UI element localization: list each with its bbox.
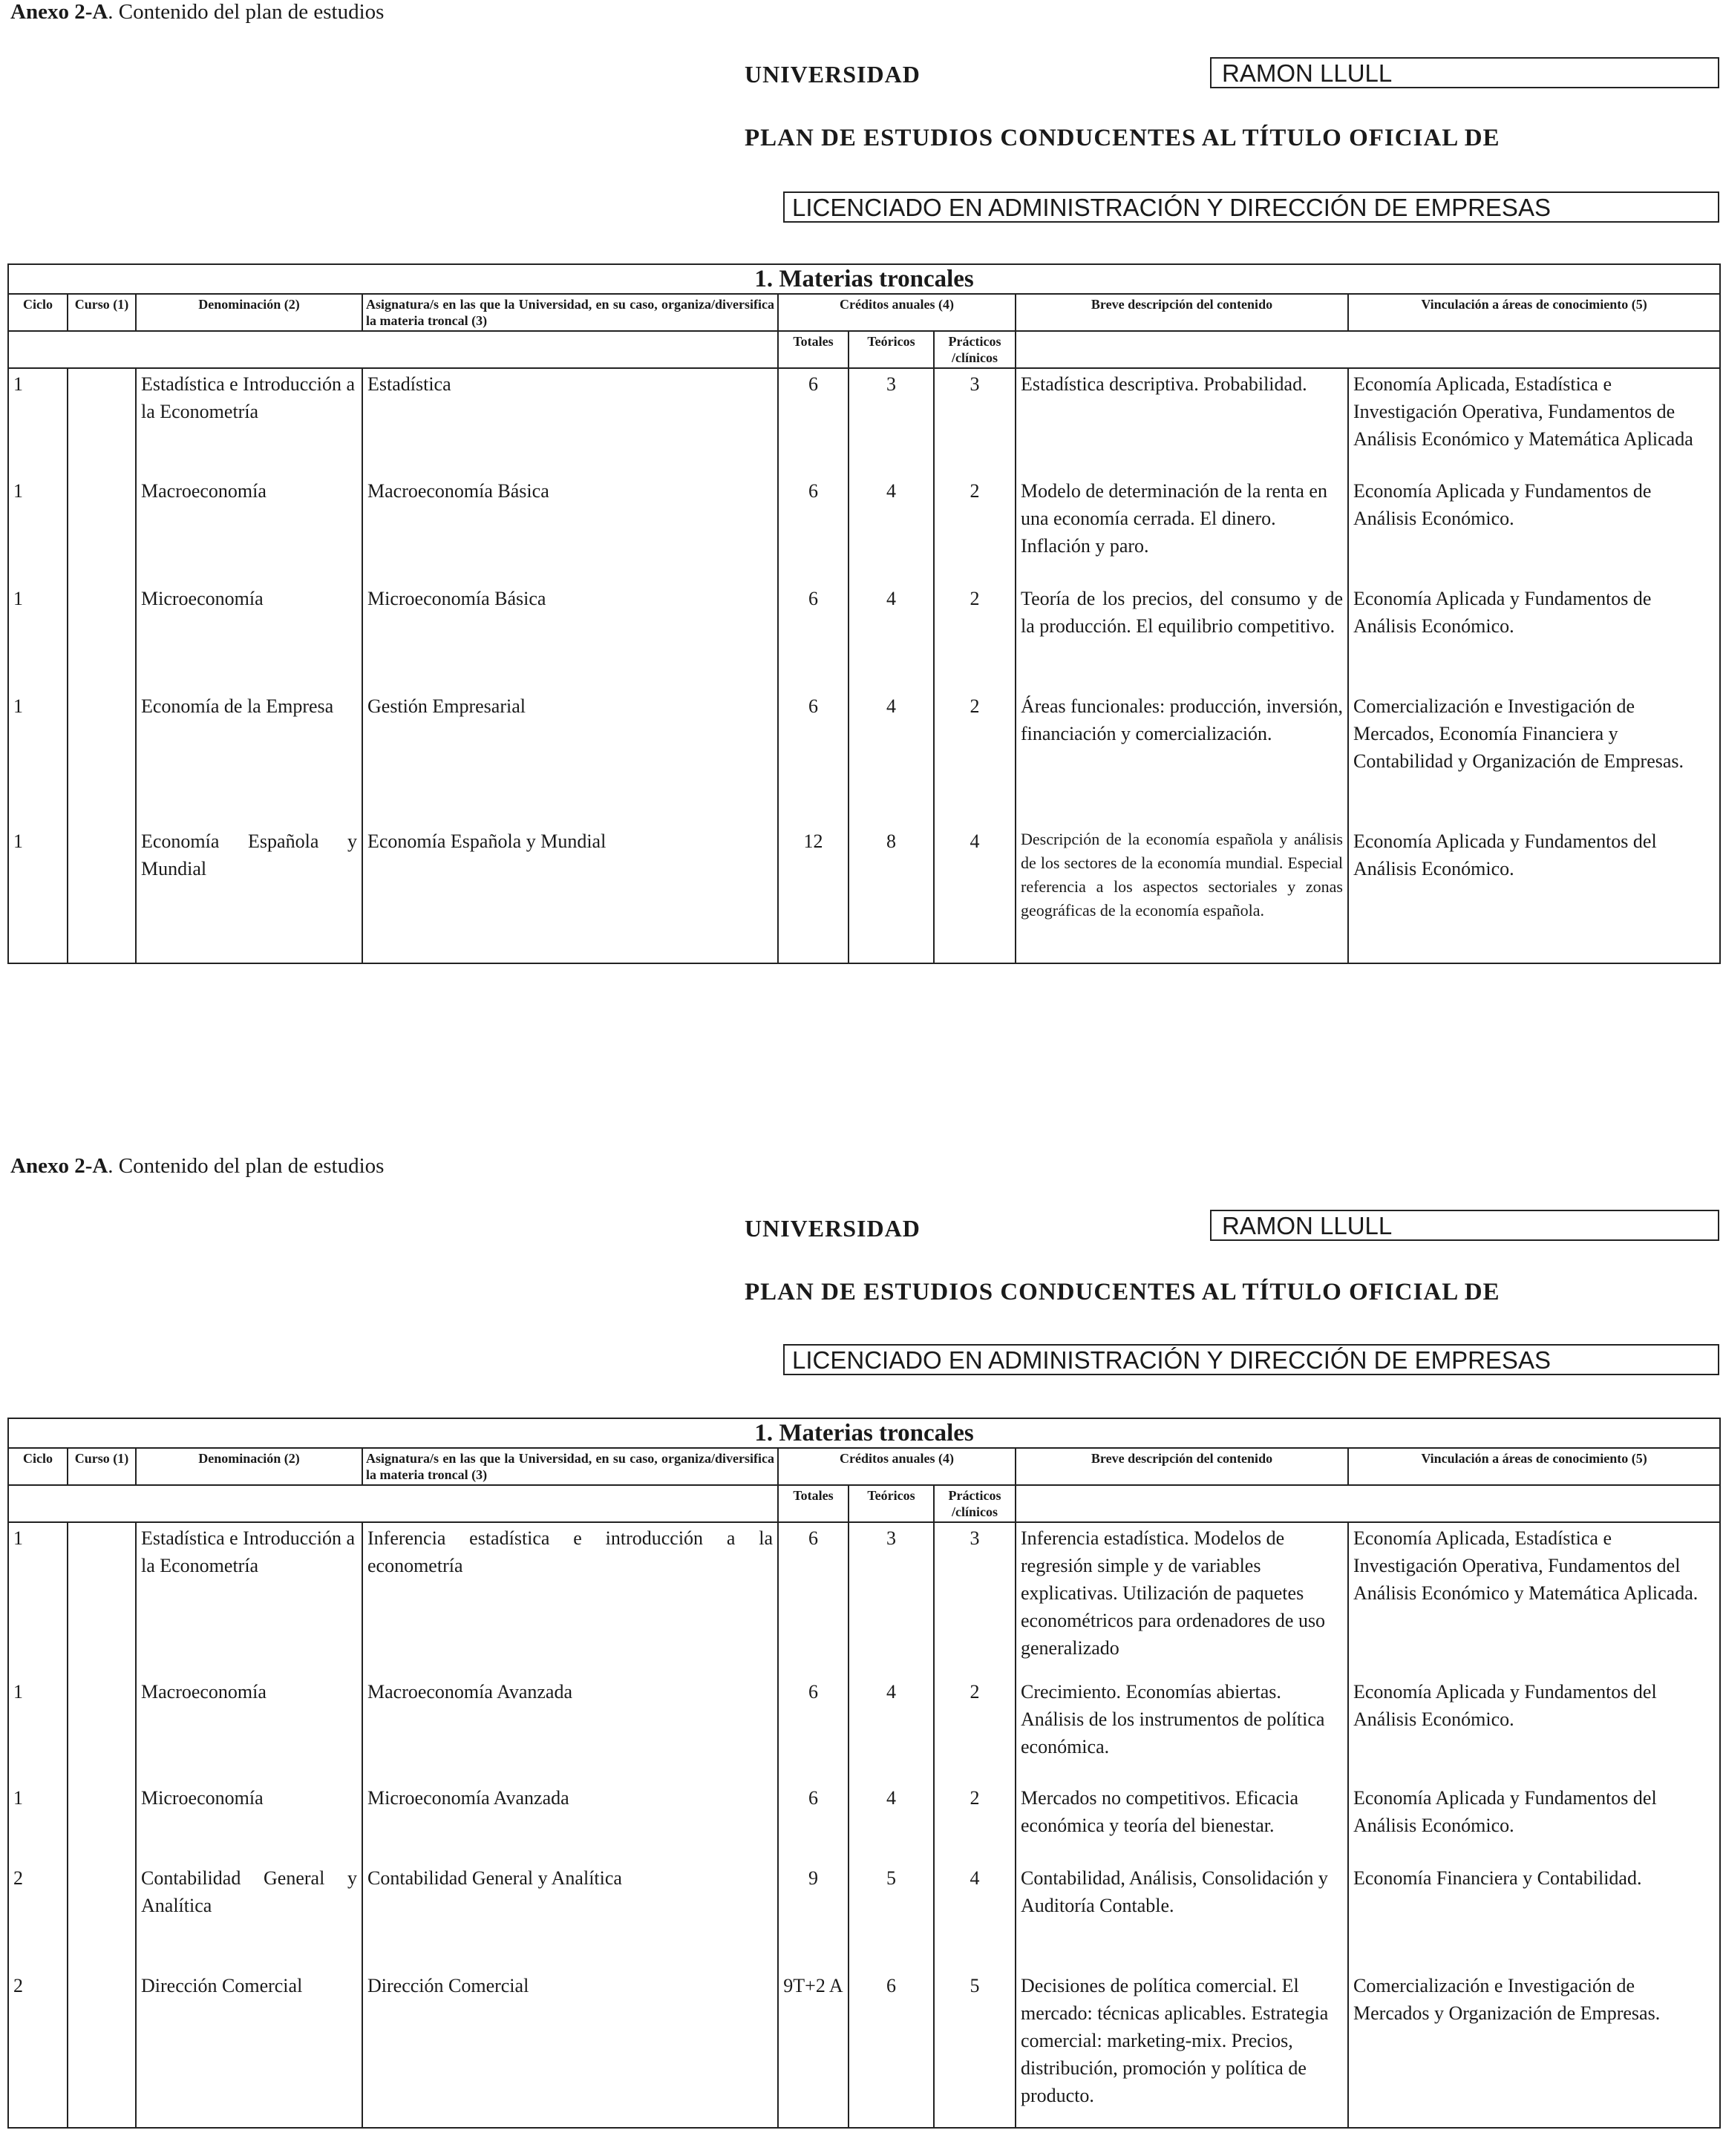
materias-table [7, 263, 1721, 964]
cell-denominacion: Macroeconomía [136, 1677, 362, 1783]
cell-denominacion: Estadística e Introducción a la Econometría [136, 368, 362, 476]
cell-descripcion: Inferencia estadística. Modelos de regresión simple y de variables explicativas. Utilización de paquetes econométricos para ordenadores de uso generalizado [1016, 1522, 1348, 1677]
cell-totales: 6 [778, 583, 849, 691]
cell-practicos: 3 [934, 368, 1016, 476]
cell-curso [68, 1677, 136, 1783]
cell-vinculacion: Comercialización e Investigación de Mercados, Economía Financiera y Contabilidad y Organización de Empresas. [1348, 691, 1720, 826]
cell-descripcion: Áreas funcionales: producción, inversión, financiación y comercialización. [1016, 691, 1348, 826]
cell-asignatura: Macroeconomía Avanzada [362, 1677, 778, 1783]
table-row [8, 826, 1720, 963]
cell-teoricos: 4 [849, 476, 934, 583]
cell-ciclo: 1 [8, 368, 68, 476]
cell-vinculacion: Economía Financiera y Contabilidad. [1348, 1863, 1720, 1970]
header-ciclo: Ciclo [8, 294, 68, 331]
cell-descripcion: Teoría de los precios, del consumo y de la producción. El equilibrio competitivo. [1016, 583, 1348, 691]
table-row [8, 1783, 1720, 1863]
cell-ciclo: 1 [8, 583, 68, 691]
cell-totales: 6 [778, 1783, 849, 1863]
cell-denominacion: Economía de la Empresa [136, 691, 362, 826]
cell-teoricos: 4 [849, 1677, 934, 1783]
header-vinculacion: Vinculación a áreas de conocimiento (5) [1348, 1448, 1720, 1485]
cell-totales: 6 [778, 1677, 849, 1783]
cell-vinculacion: Economía Aplicada, Estadística e Investigación Operativa, Fundamentos del Análisis Económico y Matemática Aplicada. [1348, 1522, 1720, 1677]
header-denominacion: Denominación (2) [136, 1448, 362, 1485]
cell-totales: 6 [778, 476, 849, 583]
cell-totales: 9 [778, 1863, 849, 1970]
cell-denominacion: Macroeconomía [136, 476, 362, 583]
cell-totales: 9T+2 A [778, 1970, 849, 2128]
header-asignatura: Asignatura/s en las que la Universidad, en su caso, organiza/diversifica la materia troncal (3) [362, 294, 778, 331]
cell-asignatura: Contabilidad General y Analítica [362, 1863, 778, 1970]
cell-vinculacion: Economía Aplicada, Estadística e Investigación Operativa, Fundamentos de Análisis Económico y Matemática Aplicada [1348, 368, 1720, 476]
cell-vinculacion: Economía Aplicada y Fundamentos del Análisis Económico. [1348, 826, 1720, 963]
cell-totales: 6 [778, 691, 849, 826]
table-row [8, 368, 1720, 476]
cell-descripcion: Descripción de la economía española y análisis de los sectores de la economía mundial. Especial referencia a los aspectos sectoriales y zonas geográficas de la economía española. [1021, 830, 1343, 920]
cell-curso [68, 1783, 136, 1863]
header-teoricos: Teóricos [849, 1485, 934, 1522]
cell-ciclo: 1 [8, 1677, 68, 1783]
cell-denominacion: Microeconomía [136, 1783, 362, 1863]
cell-teoricos: 8 [849, 826, 934, 963]
cell-practicos: 2 [934, 1783, 1016, 1863]
cell-practicos: 3 [934, 1522, 1016, 1677]
cell-denominacion: Dirección Comercial [136, 1970, 362, 2128]
cell-asignatura: Macroeconomía Básica [362, 476, 778, 583]
cell-descripcion: Crecimiento. Economías abiertas. Análisis de los instrumentos de política económica. [1016, 1677, 1348, 1783]
cell-teoricos: 4 [849, 1783, 934, 1863]
university-label: UNIVERSIDAD [745, 1215, 921, 1242]
cell-vinculacion: Economía Aplicada y Fundamentos de Análisis Económico. [1348, 583, 1720, 691]
university-label: UNIVERSIDAD [745, 61, 921, 88]
cell-teoricos: 3 [849, 368, 934, 476]
cell-ciclo: 1 [8, 691, 68, 826]
header-teoricos: Teóricos [849, 331, 934, 368]
university-name-box: RAMON LLULL [1210, 1210, 1719, 1241]
table-row [8, 1970, 1720, 2128]
cell-ciclo: 1 [8, 1783, 68, 1863]
cell-asignatura: Dirección Comercial [362, 1970, 778, 2128]
cell-ciclo: 2 [8, 1863, 68, 1970]
cell-practicos: 2 [934, 583, 1016, 691]
header-descripcion: Breve descripción del contenido [1016, 294, 1348, 331]
header-creditos: Créditos anuales (4) [778, 1448, 1016, 1485]
cell-practicos: 2 [934, 691, 1016, 826]
section-title: 1. Materias troncales [8, 264, 1720, 294]
plan-title: PLAN DE ESTUDIOS CONDUCENTES AL TÍTULO OFICIAL DE [745, 125, 1500, 151]
header-vinculacion: Vinculación a áreas de conocimiento (5) [1348, 294, 1720, 331]
cell-descripcion: Estadística descriptiva. Probabilidad. [1016, 368, 1348, 476]
cell-practicos: 5 [934, 1970, 1016, 2128]
table-row [8, 1522, 1720, 1677]
cell-curso [68, 1970, 136, 2128]
header-practicos: Prácticos /clínicos [934, 331, 1016, 368]
cell-descripcion: Contabilidad, Análisis, Consolidación y Auditoría Contable. [1016, 1863, 1348, 1970]
materias-table [7, 1418, 1721, 2129]
section-title: 1. Materias troncales [8, 1418, 1720, 1448]
cell-vinculacion: Economía Aplicada y Fundamentos de Análisis Económico. [1348, 476, 1720, 583]
cell-curso [68, 583, 136, 691]
cell-ciclo: 1 [8, 826, 68, 963]
cell-asignatura: Estadística [362, 368, 778, 476]
cell-practicos: 4 [934, 1863, 1016, 1970]
plan-title: PLAN DE ESTUDIOS CONDUCENTES AL TÍTULO OFICIAL DE [745, 1279, 1500, 1305]
cell-descripcion: Modelo de determinación de la renta en una economía cerrada. El dinero. Inflación y paro. [1016, 476, 1348, 583]
header-creditos: Créditos anuales (4) [778, 294, 1016, 331]
cell-asignatura: Gestión Empresarial [362, 691, 778, 826]
header-curso: Curso (1) [68, 294, 136, 331]
table-row [8, 691, 1720, 826]
cell-practicos: 2 [934, 1677, 1016, 1783]
cell-curso [68, 826, 136, 963]
cell-curso [68, 476, 136, 583]
cell-totales: 6 [778, 1522, 849, 1677]
header-practicos: Prácticos /clínicos [934, 1485, 1016, 1522]
cell-practicos: 4 [934, 826, 1016, 963]
cell-vinculacion: Comercialización e Investigación de Mercados y Organización de Empresas. [1348, 1970, 1720, 2128]
cell-totales: 6 [778, 368, 849, 476]
cell-denominacion: Microeconomía [136, 583, 362, 691]
cell-teoricos: 5 [849, 1863, 934, 1970]
degree-box: LICENCIADO EN ADMINISTRACIÓN Y DIRECCIÓN DE EMPRESAS [783, 191, 1719, 223]
cell-ciclo: 1 [8, 476, 68, 583]
cell-practicos: 2 [934, 476, 1016, 583]
header-curso: Curso (1) [68, 1448, 136, 1485]
university-name-box: RAMON LLULL [1210, 57, 1719, 88]
cell-curso [68, 1522, 136, 1677]
cell-asignatura: Microeconomía Básica [362, 583, 778, 691]
cell-denominacion: Economía Española y Mundial [136, 826, 362, 963]
degree-box: LICENCIADO EN ADMINISTRACIÓN Y DIRECCIÓN DE EMPRESAS [783, 1344, 1719, 1375]
table-row [8, 1677, 1720, 1783]
cell-vinculacion: Economía Aplicada y Fundamentos del Análisis Económico. [1348, 1677, 1720, 1783]
cell-curso [68, 691, 136, 826]
annex-heading: Anexo 2-A. Contenido del plan de estudios [10, 0, 385, 24]
cell-denominacion: Estadística e Introducción a la Econometría [136, 1522, 362, 1677]
header-asignatura: Asignatura/s en las que la Universidad, en su caso, organiza/diversifica la materia troncal (3) [362, 1448, 778, 1485]
cell-totales: 12 [778, 826, 849, 963]
cell-asignatura: Inferencia estadística e introducción a la econometría [362, 1522, 778, 1677]
cell-denominacion: Contabilidad General y Analítica [136, 1863, 362, 1970]
cell-curso [68, 368, 136, 476]
header-descripcion: Breve descripción del contenido [1016, 1448, 1348, 1485]
cell-curso [68, 1863, 136, 1970]
cell-teoricos: 6 [849, 1970, 934, 2128]
cell-asignatura: Microeconomía Avanzada [362, 1783, 778, 1863]
header-denominacion: Denominación (2) [136, 294, 362, 331]
cell-teoricos: 4 [849, 691, 934, 826]
table-row [8, 583, 1720, 691]
cell-vinculacion: Economía Aplicada y Fundamentos del Análisis Económico. [1348, 1783, 1720, 1863]
cell-ciclo: 1 [8, 1522, 68, 1677]
header-totales: Totales [778, 1485, 849, 1522]
annex-heading: Anexo 2-A. Contenido del plan de estudios [10, 1154, 385, 1178]
cell-asignatura: Economía Española y Mundial [362, 826, 778, 963]
cell-teoricos: 4 [849, 583, 934, 691]
cell-descripcion: Mercados no competitivos. Eficacia económica y teoría del bienestar. [1016, 1783, 1348, 1863]
cell-ciclo: 2 [8, 1970, 68, 2128]
table-row [8, 476, 1720, 583]
table-row [8, 1863, 1720, 1970]
cell-teoricos: 3 [849, 1522, 934, 1677]
header-totales: Totales [778, 331, 849, 368]
cell-descripcion: Decisiones de política comercial. El mercado: técnicas aplicables. Estrategia comercial: marketing-mix. Precios, distribución, promoción y política de producto. [1016, 1970, 1348, 2128]
header-ciclo: Ciclo [8, 1448, 68, 1485]
